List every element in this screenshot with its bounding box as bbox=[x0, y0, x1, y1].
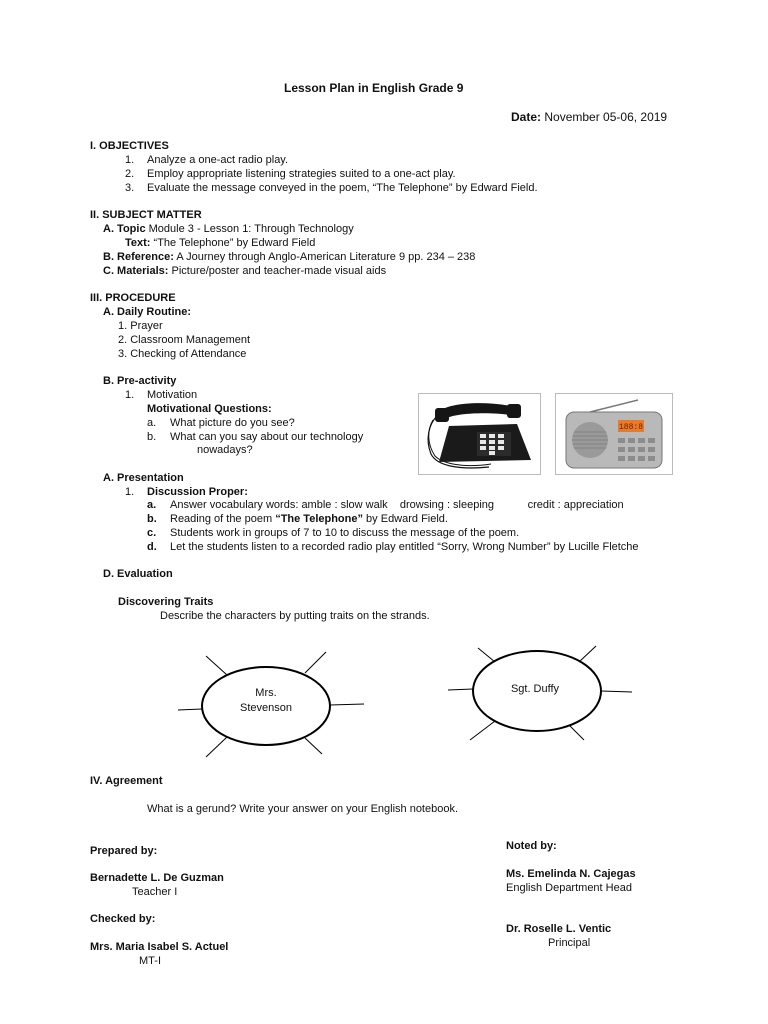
question-text-continued: nowadays? bbox=[197, 444, 253, 456]
presentation-num: 1. bbox=[125, 486, 135, 498]
reference-line bbox=[103, 251, 475, 264]
text-line bbox=[125, 237, 315, 250]
character-name: Mrs. bbox=[255, 687, 277, 699]
date-label: Date: bbox=[511, 110, 542, 124]
telephone-icon bbox=[419, 394, 540, 474]
pre-activity-label: B. Pre-activity bbox=[103, 375, 177, 387]
routine-item: 2. Classroom Management bbox=[118, 334, 251, 346]
reference-label: B. Reference: bbox=[103, 251, 174, 263]
character-traits-diagram bbox=[0, 640, 768, 760]
subject-matter-heading: II. SUBJECT MATTER bbox=[90, 209, 202, 221]
character-name: Sgt. Duffy bbox=[510, 683, 560, 695]
poem-title: “The Telephone” bbox=[275, 513, 363, 525]
step-text: Answer vocabulary words: amble : slow walk drowsing : sleeping credit : appreciation bbox=[170, 499, 624, 511]
evaluation-label: D. Evaluation bbox=[103, 568, 173, 580]
prepared-by-role: Teacher I bbox=[132, 886, 178, 898]
telephone-image bbox=[418, 393, 541, 475]
evaluation-instruction: Describe the characters by putting traits on the strands. bbox=[160, 610, 430, 622]
stevenson-web bbox=[178, 652, 364, 757]
materials-label: C. Materials: bbox=[103, 265, 169, 277]
agreement-heading: IV. Agreement bbox=[90, 775, 163, 787]
procedure-heading: III. PROCEDURE bbox=[90, 292, 176, 304]
noted-by-role: Principal bbox=[548, 937, 591, 949]
step-text-post: by Edward Field. bbox=[363, 513, 448, 525]
daily-routine-label: A. Daily Routine: bbox=[103, 306, 192, 318]
question-text: What picture do you see? bbox=[170, 417, 295, 429]
radio-display-text: 188:8 bbox=[618, 423, 644, 432]
step-letter: c. bbox=[147, 527, 157, 539]
step-text: Let the students listen to a recorded radio play entitled “Sorry, Wrong Number” by Lucille Fletche bbox=[170, 541, 639, 553]
date-value: November 05-06, 2019 bbox=[544, 110, 668, 124]
routine-item: 1. Prayer bbox=[118, 320, 163, 332]
checked-by-name: Mrs. Maria Isabel S. Actuel bbox=[90, 941, 229, 953]
routine-item: 3. Checking of Attendance bbox=[118, 348, 247, 360]
objective-text: Evaluate the message conveyed in the poem, “The Telephone” by Edward Field. bbox=[147, 182, 538, 194]
discovering-traits-label: Discovering Traits bbox=[118, 596, 214, 608]
objective-text: Employ appropriate listening strategies suited to a one-act play. bbox=[147, 168, 456, 180]
character-name: Stevenson bbox=[240, 702, 292, 714]
duffy-web bbox=[448, 646, 632, 740]
checked-by-role: MT-I bbox=[139, 955, 161, 967]
prepared-by-label: Prepared by: bbox=[90, 845, 158, 857]
radio-image bbox=[555, 393, 673, 475]
objective-num: 1. bbox=[125, 154, 135, 166]
lesson-date bbox=[511, 111, 667, 124]
pre-activity-text: Motivation bbox=[147, 389, 198, 401]
agreement-text: What is a gerund? Write your answer on your English notebook. bbox=[147, 803, 459, 815]
radio-icon bbox=[556, 394, 672, 474]
text-value: “The Telephone” by Edward Field bbox=[153, 237, 316, 249]
step-text: Students work in groups of 7 to 10 to discuss the message of the poem. bbox=[170, 527, 520, 539]
objective-text: Analyze a one-act radio play. bbox=[147, 154, 289, 166]
topic-label: A. Topic bbox=[103, 223, 146, 235]
materials-line bbox=[103, 265, 386, 278]
noted-by-name: Dr. Roselle L. Ventic bbox=[506, 923, 612, 935]
question-letter: a. bbox=[147, 417, 157, 429]
motivational-questions-label: Motivational Questions: bbox=[147, 403, 272, 415]
discussion-proper-label: Discussion Proper: bbox=[147, 486, 248, 498]
checked-by-label: Checked by: bbox=[90, 913, 156, 925]
noted-by-label: Noted by: bbox=[506, 840, 557, 852]
noted-by-name: Ms. Emelinda N. Cajegas bbox=[506, 868, 636, 880]
objective-num: 2. bbox=[125, 168, 135, 180]
materials-value: Picture/poster and teacher-made visual aids bbox=[171, 265, 387, 277]
step-text-pre: Reading of the poem bbox=[170, 513, 276, 525]
question-letter: b. bbox=[147, 431, 157, 443]
topic-line bbox=[103, 223, 354, 236]
pre-activity-num: 1. bbox=[125, 389, 135, 401]
step-letter: d. bbox=[147, 541, 157, 553]
text-label: Text: bbox=[125, 237, 151, 249]
presentation-label: A. Presentation bbox=[103, 472, 184, 484]
question-text: What can you say about our technology bbox=[170, 431, 364, 443]
topic-value: Module 3 - Lesson 1: Through Technology bbox=[148, 223, 354, 235]
step-letter: a. bbox=[147, 499, 157, 511]
page-title: Lesson Plan in English Grade 9 bbox=[284, 81, 464, 95]
prepared-by-name: Bernadette L. De Guzman bbox=[90, 872, 224, 884]
step-text bbox=[170, 513, 448, 526]
objective-num: 3. bbox=[125, 182, 135, 194]
objectives-heading: I. OBJECTIVES bbox=[90, 140, 169, 152]
step-letter: b. bbox=[147, 513, 157, 525]
reference-value: A Journey through Anglo-American Literature 9 pp. 234 – 238 bbox=[176, 251, 476, 263]
noted-by-role: English Department Head bbox=[506, 882, 632, 894]
